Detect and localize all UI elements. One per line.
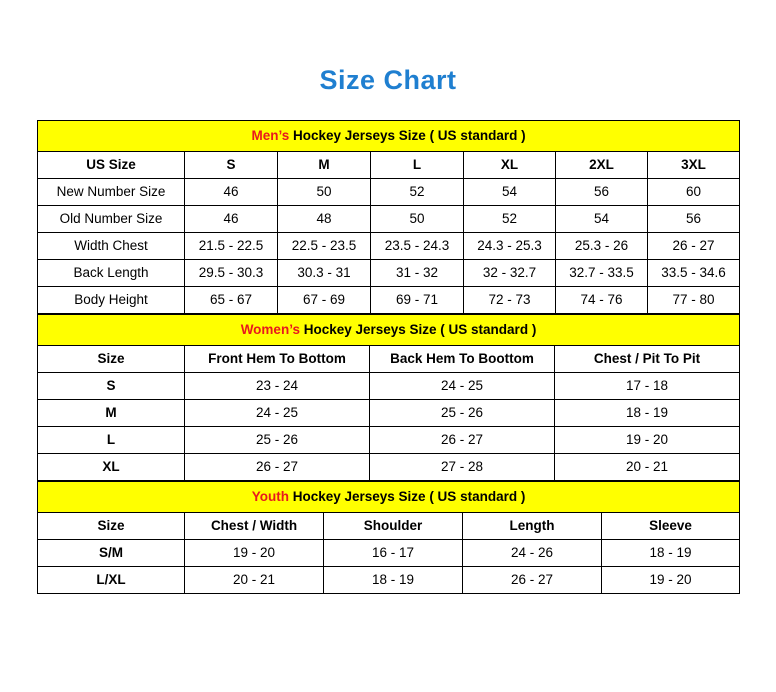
table-cell: 24 - 25 — [370, 372, 555, 399]
column-header: Size — [38, 512, 185, 539]
table-row — [38, 539, 740, 566]
row-label: S/M — [38, 539, 185, 566]
band-rest-text: Hockey Jerseys Size ( US standard ) — [299, 322, 537, 338]
column-header: S — [185, 151, 278, 178]
table-cell: 18 - 19 — [602, 539, 740, 566]
table-cell: 26 - 27 — [648, 232, 740, 259]
table-cell: 33.5 - 34.6 — [648, 259, 740, 286]
table-cell: 30.3 - 31 — [278, 259, 371, 286]
table-cell: 24 - 25 — [185, 399, 370, 426]
youth-band-cell — [38, 481, 740, 512]
table-cell: 60 — [648, 178, 740, 205]
mens-band-cell — [38, 120, 740, 151]
band-rest-text: Hockey Jerseys Size ( US standard ) — [288, 489, 526, 505]
column-header: M — [278, 151, 371, 178]
table-header-row — [38, 345, 740, 372]
table-band-row — [38, 120, 740, 151]
mens-size-table — [37, 120, 740, 314]
table-cell: 50 — [371, 205, 464, 232]
table-row — [38, 426, 740, 453]
row-label: Body Height — [38, 286, 185, 313]
table-cell: 25 - 26 — [370, 399, 555, 426]
table-cell: 54 — [464, 178, 556, 205]
table-cell: 65 - 67 — [185, 286, 278, 313]
table-cell: 56 — [556, 178, 648, 205]
band-accent-text: Men’s — [251, 128, 290, 144]
column-header: Chest / Pit To Pit — [555, 345, 740, 372]
column-header: Shoulder — [324, 512, 463, 539]
table-header-row — [38, 512, 740, 539]
table-band-row — [38, 314, 740, 345]
table-cell: 56 — [648, 205, 740, 232]
table-cell: 26 - 27 — [185, 453, 370, 480]
table-cell: 69 - 71 — [371, 286, 464, 313]
table-cell: 74 - 76 — [556, 286, 648, 313]
column-header: 2XL — [556, 151, 648, 178]
row-label: M — [38, 399, 185, 426]
row-label: New Number Size — [38, 178, 185, 205]
table-cell: 26 - 27 — [370, 426, 555, 453]
table-cell: 25.3 - 26 — [556, 232, 648, 259]
table-cell: 24.3 - 25.3 — [464, 232, 556, 259]
table-cell: 20 - 21 — [555, 453, 740, 480]
row-label: L/XL — [38, 566, 185, 593]
column-header: US Size — [38, 151, 185, 178]
column-header: Chest / Width — [185, 512, 324, 539]
table-cell: 48 — [278, 205, 371, 232]
table-row — [38, 259, 740, 286]
table-row — [38, 286, 740, 313]
table-cell: 54 — [556, 205, 648, 232]
table-band-row — [38, 481, 740, 512]
youth-size-table — [37, 481, 740, 594]
table-cell: 26 - 27 — [463, 566, 602, 593]
table-cell: 20 - 21 — [185, 566, 324, 593]
band-accent-text: Youth — [251, 489, 289, 505]
column-header: L — [371, 151, 464, 178]
column-header: Front Hem To Bottom — [185, 345, 370, 372]
table-cell: 29.5 - 30.3 — [185, 259, 278, 286]
table-row — [38, 178, 740, 205]
table-row — [38, 566, 740, 593]
row-label: S — [38, 372, 185, 399]
table-row — [38, 399, 740, 426]
table-cell: 25 - 26 — [185, 426, 370, 453]
row-label: L — [38, 426, 185, 453]
table-cell: 16 - 17 — [324, 539, 463, 566]
size-tables — [37, 120, 739, 594]
table-row — [38, 453, 740, 480]
table-cell: 23.5 - 24.3 — [371, 232, 464, 259]
table-cell: 27 - 28 — [370, 453, 555, 480]
row-label: XL — [38, 453, 185, 480]
table-cell: 52 — [464, 205, 556, 232]
table-cell: 46 — [185, 178, 278, 205]
page-title: Size Chart — [319, 65, 457, 95]
band-accent-text: Women’s — [240, 322, 300, 338]
table-cell: 32.7 - 33.5 — [556, 259, 648, 286]
column-header: Length — [463, 512, 602, 539]
table-cell: 46 — [185, 205, 278, 232]
table-cell: 22.5 - 23.5 — [278, 232, 371, 259]
column-header: Size — [38, 345, 185, 372]
table-header-row — [38, 151, 740, 178]
table-cell: 21.5 - 22.5 — [185, 232, 278, 259]
table-cell: 32 - 32.7 — [464, 259, 556, 286]
row-label: Width Chest — [38, 232, 185, 259]
table-cell: 18 - 19 — [555, 399, 740, 426]
column-header: 3XL — [648, 151, 740, 178]
table-cell: 24 - 26 — [463, 539, 602, 566]
table-cell: 67 - 69 — [278, 286, 371, 313]
table-cell: 50 — [278, 178, 371, 205]
table-cell: 17 - 18 — [555, 372, 740, 399]
table-cell: 19 - 20 — [602, 566, 740, 593]
table-cell: 52 — [371, 178, 464, 205]
row-label: Back Length — [38, 259, 185, 286]
band-rest-text: Hockey Jerseys Size ( US standard ) — [289, 128, 526, 144]
table-row — [38, 232, 740, 259]
table-cell: 18 - 19 — [324, 566, 463, 593]
table-cell: 23 - 24 — [185, 372, 370, 399]
table-cell: 19 - 20 — [185, 539, 324, 566]
table-cell: 19 - 20 — [555, 426, 740, 453]
row-label: Old Number Size — [38, 205, 185, 232]
column-header: Back Hem To Boottom — [370, 345, 555, 372]
womens-size-table — [37, 314, 740, 481]
table-row — [38, 205, 740, 232]
table-row — [38, 372, 740, 399]
column-header: XL — [464, 151, 556, 178]
table-cell: 72 - 73 — [464, 286, 556, 313]
table-cell: 31 - 32 — [371, 259, 464, 286]
womens-band-cell — [38, 314, 740, 345]
table-cell: 77 - 80 — [648, 286, 740, 313]
column-header: Sleeve — [602, 512, 740, 539]
